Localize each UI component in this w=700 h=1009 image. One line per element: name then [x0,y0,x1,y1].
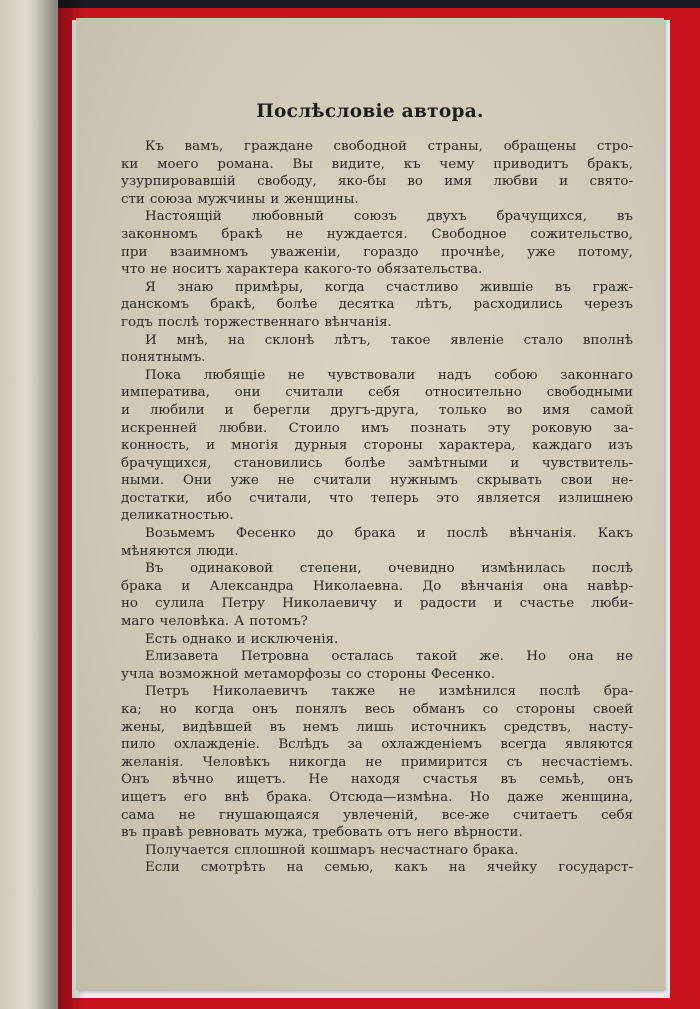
text-line: Елизавета Петровна осталась такой же. Но она не [145,649,633,665]
text-line: что не носитъ характера какого-то обязательства. [121,262,483,278]
text-line: ными. Они уже не считали нужнымъ скрывать свои не- [121,473,633,489]
text-line: искренней любви. Стоило имъ познать эту роковую за- [121,420,633,436]
page-body-text [121,138,633,877]
text-line: Въ одинаковой степени, очевидно измѣнилась послѣ [145,561,633,577]
text-line: годъ послѣ торжественнаго вѣнчанія. [121,314,392,330]
text-line: данскомъ бракѣ, болѣе десятка лѣтъ, расходились черезъ [121,297,633,313]
text-line: при взаимномъ уваженіи, гораздо прочнѣе, уже потому, [121,244,633,260]
text-line: деликатностью. [121,508,234,524]
text-line: мѣняются люди. [121,543,239,559]
text-line: желанія. Человѣкъ никогда не примирится съ несчастіемъ. [121,754,633,770]
text-line: И мнѣ, на склонѣ лѣтъ, такое явленіе стало вполнѣ [145,332,633,348]
text-line: Онъ вѣчно ищетъ. Не находя счастья въ семьѣ, онъ [121,772,633,788]
text-line: маго человѣка. А потомъ? [121,614,308,630]
text-line: конность, и многія дурныя стороны характера, каждаго изъ [121,438,633,454]
text-line: Есть однако и исключенія. [145,631,339,647]
text-line: понятнымъ. [121,350,206,366]
text-line: Пока любящіе не чувствовали надъ собою законнаго [145,367,633,383]
text-line: Къ вамъ, граждане свободной страны, обращены стро- [145,139,633,154]
text-line: въ правѣ ревновать мужа, требовать отъ него вѣрности. [121,825,523,841]
text-line: Петръ Николаевичъ также не измѣнился послѣ бра- [145,684,633,700]
text-line: пило охлажденіе. Вслѣдъ за охлажденіемъ всегда являются [121,737,633,753]
text-line: брака и Александра Николаевна. До вѣнчанія она навѣр- [121,578,633,594]
book-page [76,18,664,990]
text-line: императива, они считали себя относительно свободными [121,385,633,401]
text-line: достатки, ибо считали, что теперь это является излишнею [121,490,633,506]
text-line: сти союза мужчины и женщины. [121,191,359,207]
text-line: Получается сплошной кошмаръ несчастнаго брака. [145,842,519,858]
text-line: но сулила Петру Николаевичу и радости и счастье люби- [121,596,633,612]
page-title: Послѣсловіе автора. [256,101,484,122]
text-line: Если смотрѣть на семью, какъ на ячейку государст- [145,860,633,876]
text-line: законномъ бракѣ не нуждается. Свободное сожительство, [121,226,633,242]
text-line: жены, видѣвшей въ немъ лишь источникъ средствъ, насту- [121,719,633,735]
text-line: Настоящій любовный союзъ двухъ брачущихся, въ [145,209,633,225]
text-line: сама не гнушающаяся увлеченій, все-же считаетъ себя [121,807,633,823]
text-line: ищетъ его внѣ брака. Отсюда—измѣна. Но даже женщина, [121,789,633,805]
text-line: Я знаю примѣры, когда счастливо жившіе въ граж- [145,279,633,295]
text-line: ки моего романа. Вы видите, къ чему приводитъ бракъ, [121,156,633,172]
text-line: брачущихся, становились болѣе замѣтными и чувствитель- [121,455,633,471]
text-line: учла возможной метаморфозы со стороны Фесенко. [121,666,495,682]
text-line: и любили и берегли другъ-друга, только во имя самой [121,402,633,418]
text-line: узурпировавшій свободу, яко-бы во имя любви и свято- [121,174,633,190]
text-line: Возьмемъ Фесенко до брака и послѣ вѣнчанія. Какъ [145,526,633,542]
text-line: ка; но когда онъ понялъ весь обманъ со стороны своей [121,702,633,717]
